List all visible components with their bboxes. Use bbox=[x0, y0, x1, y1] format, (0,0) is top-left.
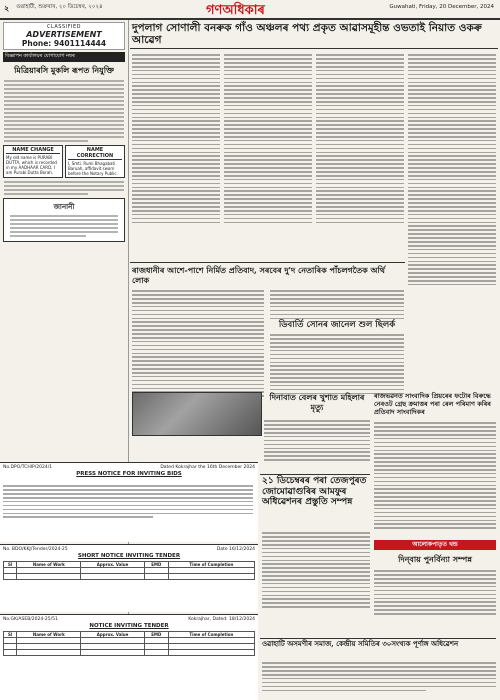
notice-title: মিত্ৰিয়াৰসি মুকলি ৰূপত নিযুক্তি bbox=[14, 66, 114, 75]
right-sub-headline: দিন্‌বায় পুনৰ্বিন্যা সম্পন্ন bbox=[398, 554, 472, 564]
article-column bbox=[262, 530, 370, 610]
name-change-text: My old name is PURABI DUTTA, which is recorded in my AADHAAR CARD, I am Purabi Dutta Borah. bbox=[6, 155, 57, 175]
third-headline: ডিবাৰ্তি সোনৰ জানেল শুল ছিলৰ্ক bbox=[278, 320, 396, 330]
table-header: Approx. Value bbox=[81, 632, 144, 638]
classified-label: CLASSIFIED bbox=[47, 24, 81, 30]
table-header: Sl bbox=[4, 562, 17, 568]
notice-body bbox=[4, 80, 124, 142]
article-column bbox=[408, 52, 496, 288]
article-column bbox=[262, 660, 496, 693]
section-band: আলোকপাতৃত খন্ড bbox=[374, 540, 496, 550]
classified-lines bbox=[4, 181, 124, 195]
jaanani-title: জানানী bbox=[53, 203, 75, 211]
article-column bbox=[132, 52, 220, 225]
jaanani-box bbox=[3, 198, 125, 242]
table-header: Name of Work bbox=[17, 632, 81, 638]
table-header: Approx. Value bbox=[81, 562, 144, 568]
table-header: Time of Completion bbox=[168, 632, 254, 638]
tender-date: Kokrajhar, Dated: 18/12/2024 bbox=[188, 617, 255, 622]
tender-ref: No.DPO/TCHIP/2024/1 bbox=[3, 465, 53, 470]
article-column bbox=[270, 288, 404, 321]
tender-title: PRESS NOTICE FOR INVITING BIDS bbox=[76, 471, 182, 477]
name-change-title: NAME CHANGE bbox=[6, 147, 60, 154]
article-column bbox=[374, 420, 496, 531]
second-headline: ৰাজধানীৰ আশে-পাশে নিৰ্মিত প্ৰতিবাদ, সৰবেৰ দু'দ নেতাৰিক পাঁচলগতৈক অৰ্থি লোক bbox=[132, 265, 385, 285]
fourth-headline: দিনাবাত বেলৰ খুশাত মহিলাৰ মৃত্যু bbox=[269, 392, 365, 412]
tender-table bbox=[3, 631, 255, 656]
classified-phone: Phone: 9401114444 bbox=[21, 39, 107, 48]
name-correction-text: I, Smti. Rumi Bhagabati Baruah, affidavit sworn before the Notary Public. bbox=[68, 161, 118, 176]
tender-date: Date 16/12/2024 bbox=[216, 547, 255, 552]
classified-header bbox=[3, 22, 125, 50]
tender-table bbox=[3, 561, 255, 580]
name-correction-box bbox=[65, 145, 125, 178]
table-header: Sl bbox=[4, 632, 17, 638]
tender-title: NOTICE INVITING TENDER bbox=[89, 623, 169, 629]
tender-ref: No. BDO/KKJ/Tender/2024-25 bbox=[3, 547, 68, 552]
table-header: EMD bbox=[144, 632, 168, 638]
article-column bbox=[270, 332, 404, 397]
masthead bbox=[0, 0, 500, 20]
article-column bbox=[264, 418, 370, 463]
main-headline: দুপলাগ সোণালী বনৰুক গাঁও অঞ্চলৰ পথ্য প্ৰকৃত আৱাসমূহীন্ত ওভতাই নিয়াত ওকৰু আৱেগ bbox=[132, 22, 482, 46]
article-column bbox=[224, 52, 312, 225]
table-header: EMD bbox=[144, 562, 168, 568]
seventh-headline: ওৱাহাটি অসমণীৰ সমাজ, কেন্দ্ৰীয় সমিতিৰ ৩০সংখ্যক পূৰ্ণাঙ্গ অধিৱেশন bbox=[262, 639, 459, 648]
tender-notice-1 bbox=[0, 462, 258, 542]
tender-notice-2 bbox=[0, 544, 258, 612]
classified-title: ADVERTISEMENT bbox=[26, 30, 102, 39]
table-header: Time of Completion bbox=[168, 562, 254, 568]
name-change-box bbox=[3, 145, 63, 178]
table-header: Name of Work bbox=[17, 562, 81, 568]
date-right: Guwahati, Friday, 20 December, 2024 bbox=[389, 4, 494, 10]
news-photo bbox=[132, 392, 262, 436]
tender-notice-3 bbox=[0, 614, 258, 700]
tender-title: SHORT NOTICE INVITING TENDER bbox=[77, 553, 181, 559]
tender-date: Dated Kokrajhar the 16th December 2024 bbox=[160, 465, 255, 470]
article-column bbox=[374, 568, 496, 617]
name-correction-title: NAME CORRECTION bbox=[68, 147, 122, 160]
page-number: ২ bbox=[4, 4, 10, 13]
classified-strip: বিজ্ঞাপন কাৰ্যালয়ৰ যোগাযোগ নম্বৰ bbox=[3, 52, 125, 62]
date-left: গুৱাহাটী, শুক্ৰবাৰ, ২০ ডিচেম্বৰ, ২০২৪ bbox=[16, 4, 103, 10]
article-column bbox=[316, 52, 404, 225]
fifth-headline: ৰাজভৱনত সাংবাদিক প্ৰিয়ৰেৰ ফটোৰ বিৰুদ্ধে নেৰওট গ্ৰেছ ক্ৰমাত্তৰ পৰা ৰেল পৰিমাণ কৰিৰ প্ৰতিবাদ সাংবাদিকৰ bbox=[374, 392, 491, 416]
sixth-headline: ২১ ডিচেম্বৰৰ পৰা তেজপুৰত জোমোৱাগুৰিৰ আমফুৰ অধিৱেশনৰ প্ৰস্তুতি সম্পন্ন bbox=[262, 476, 367, 507]
name-change-boxes bbox=[3, 145, 125, 178]
tender-ref: No.GK/ASEB/2024-25/51 bbox=[3, 617, 58, 622]
article-column bbox=[132, 288, 264, 399]
newspaper-logo: গণঅধিকাৰ bbox=[206, 3, 265, 18]
